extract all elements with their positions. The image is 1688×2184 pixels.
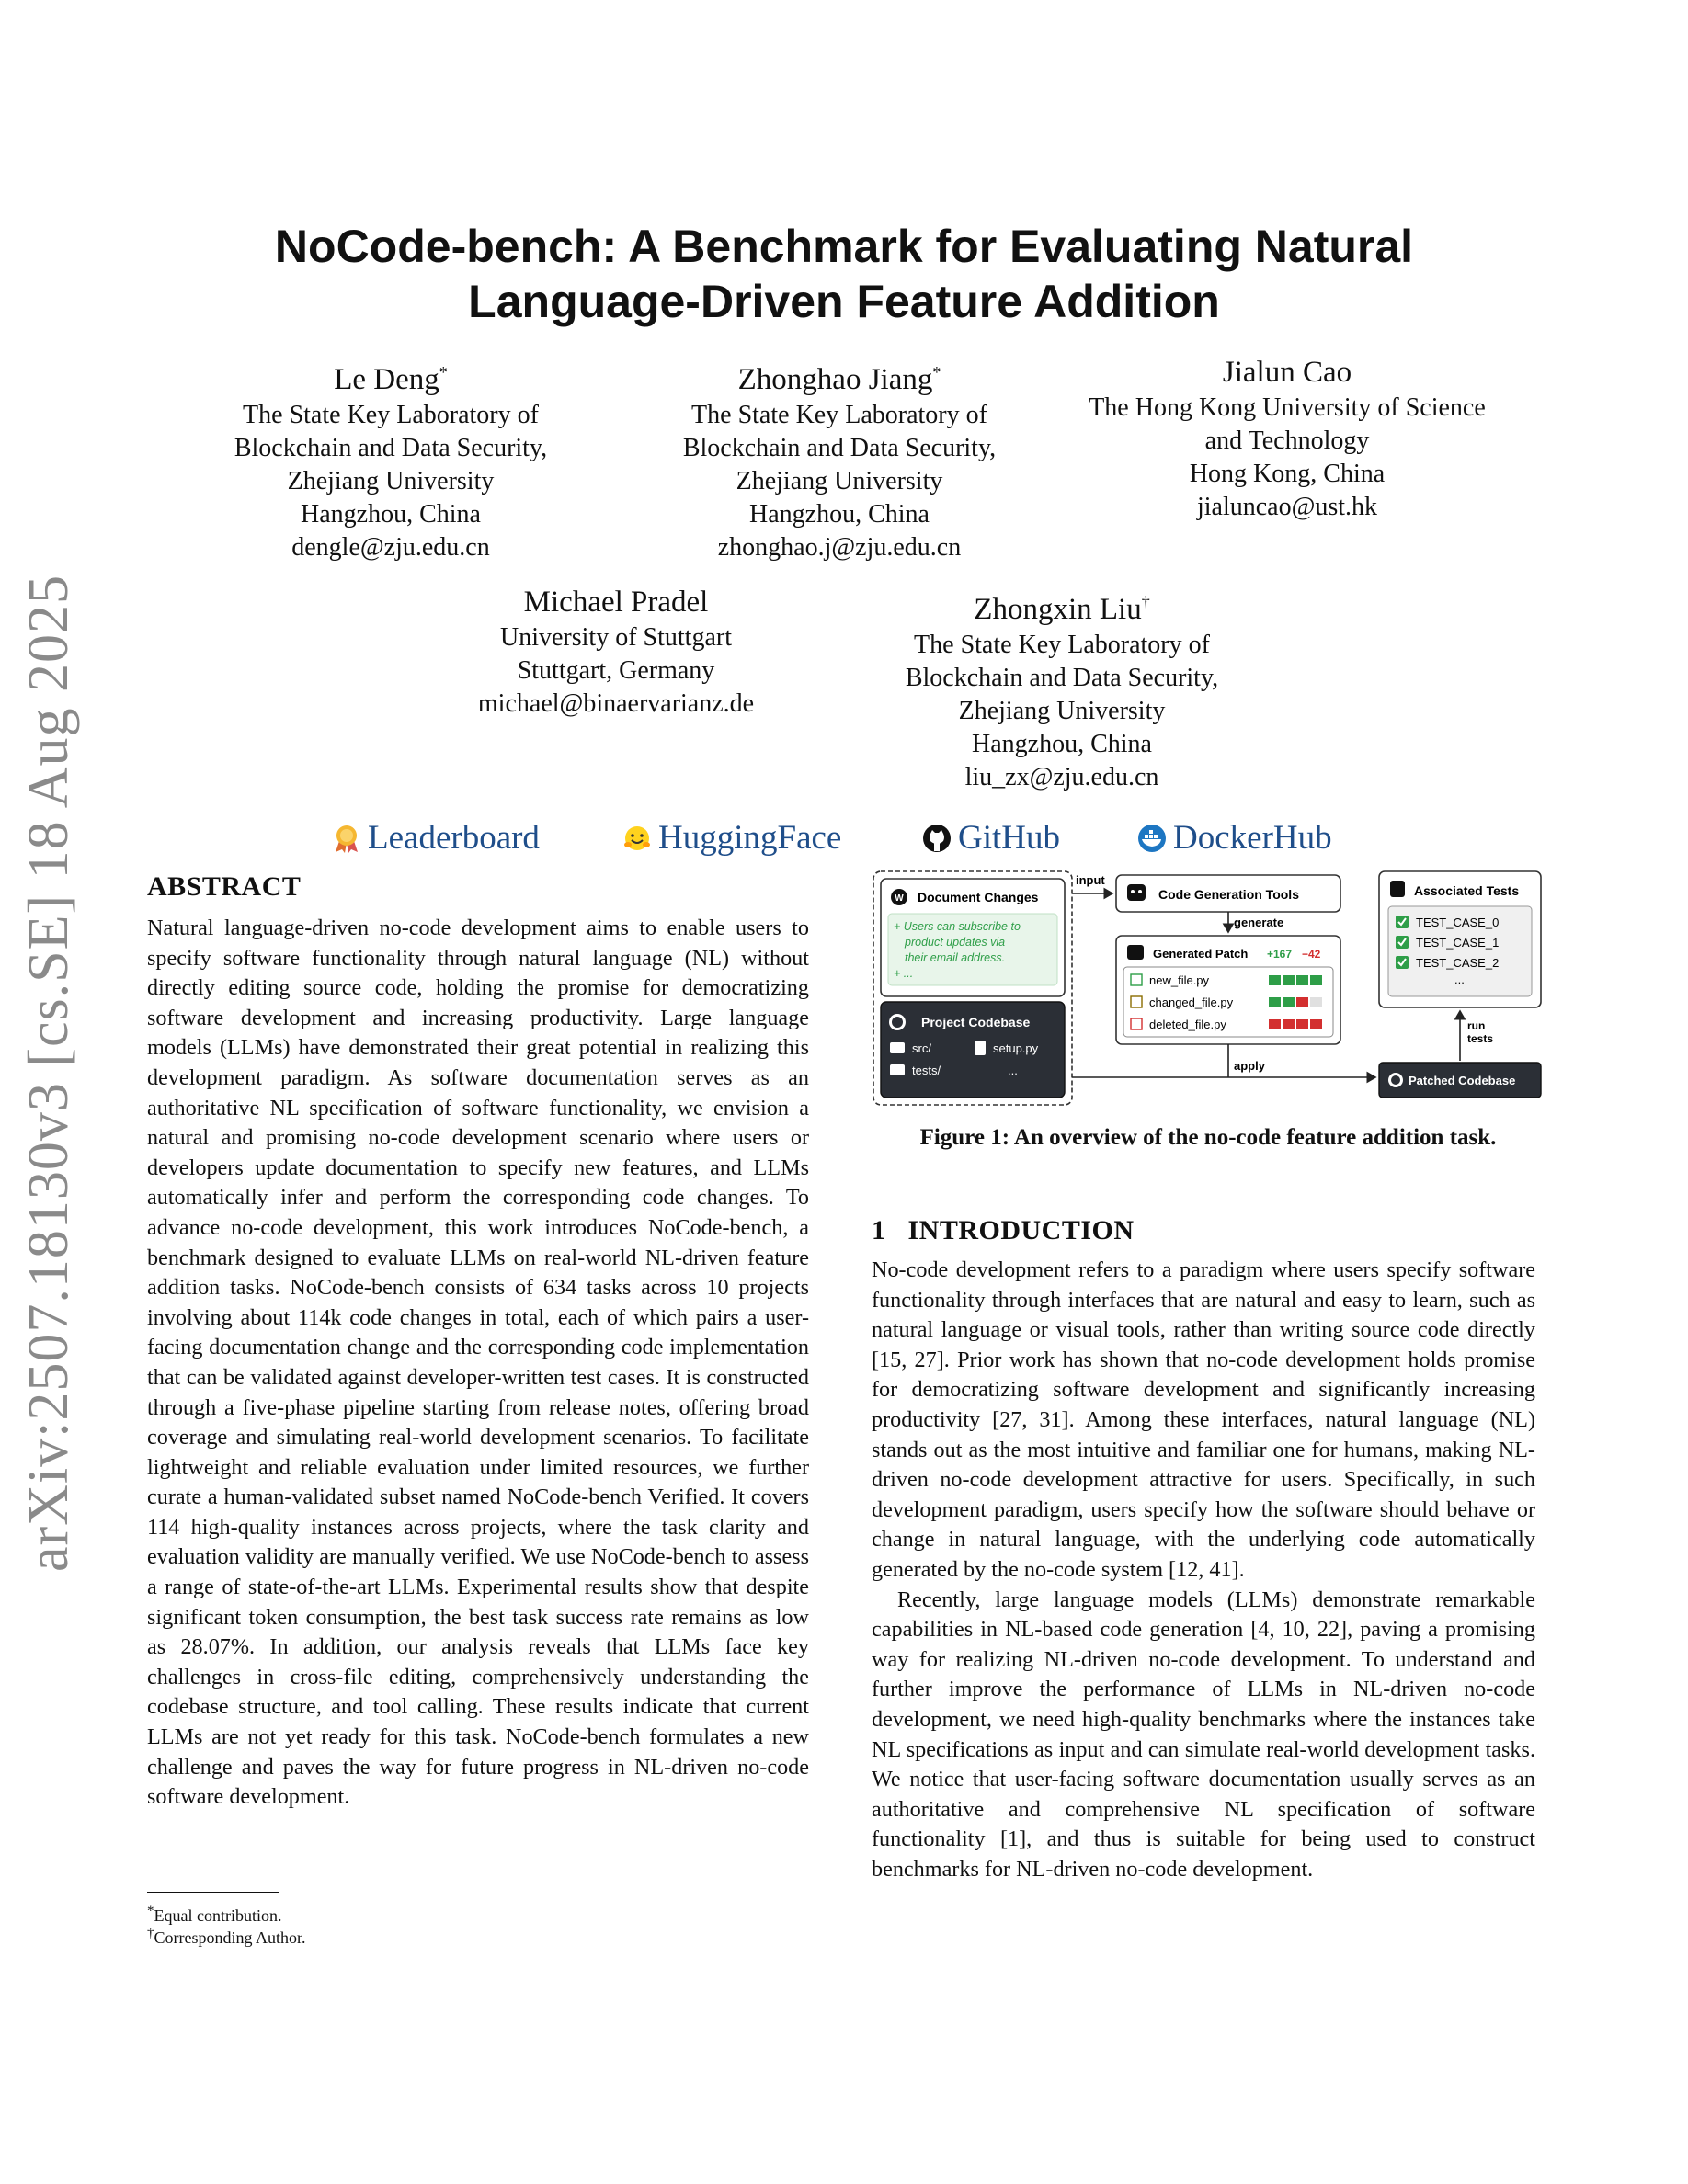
github-icon xyxy=(921,823,952,854)
author-line: The State Key Laboratory of xyxy=(691,401,987,429)
robot-icon xyxy=(1127,884,1146,901)
leaderboard-link[interactable]: Leaderboard xyxy=(331,818,540,858)
author-email: dengle@zju.edu.cn xyxy=(291,533,490,562)
author-block-zhonghao-jiang xyxy=(633,353,1046,564)
author-name: Jialun Cao xyxy=(1222,356,1352,389)
footnote-rule xyxy=(147,1892,279,1893)
abstract-paragraph: Natural language-driven no-code development aims to enable users to specify software functionality through natural language (NL) without directly editing source code, holding the promise for democratizing software development and increasing productivity. Large language models (LLMs) have demonstrated their great potential in realizing this development paradigm. As software documentation serves as an authoritative NL specification of software functionality, we envision a natural and promising no-code development scenario where users or developers update documentation to specify new features, and LLMs automatically infer and perform the corresponding code changes. To advance no-code development, this work introduces NoCode-bench, a benchmark designed to evaluate LLMs on real-world NL-driven feature addition tasks. NoCode-bench consists of 634 tasks across 10 projects involving about 114k code changes in total, each of which pairs a user-facing documentation change and the corresponding code implementation that can be validated against developer-written test cases. It is constructed through a five-phase pipeline starting from release notes, offering broad coverage and simulating real-world development scenarios. To facilitate lightweight and reliable evaluation under limited resources, we further curate a human-validated subset named NoCode-bench Verified. It covers 114 high-quality instances across projects, where the task clarity and evaluation validity are manually verified. We use NoCode-bench to assess a range of state-of-the-art LLMs. Experimental results show that despite significant token consumption, the best task success rate remains as low as 28.07%. In addition, our analysis reveals that LLMs face key challenges in cross-file editing, comprehensively understanding the codebase structure, and tool calling. These results indicate that current LLMs are not yet ready for this task. NoCode-bench formulates a new challenge and paves the way for future progress in NL-driven no-code software development. xyxy=(147,916,809,1810)
generated-patch-box xyxy=(1116,936,1340,1044)
svg-text:+ ...: + ... xyxy=(894,967,914,980)
footnote-corresponding: †Corresponding Author. xyxy=(147,1926,306,1947)
svg-text:apply: apply xyxy=(1234,1059,1265,1073)
author-name: Zhonghao Jiang* xyxy=(737,363,941,396)
section-title: INTRODUCTION xyxy=(907,1215,1135,1246)
svg-text:generate: generate xyxy=(1234,916,1284,929)
footnote-equal-contribution: *Equal contribution. xyxy=(147,1904,282,1925)
folder-icon xyxy=(890,1064,905,1075)
intro-paragraph-2: Recently, large language models (LLMs) demonstrate remarkable capabilities in NL-based code generation [4, 10, 22], paving a promising way for realizing NL-driven no-code development. To understand and further improve the performance of LLMs in NL-driven no-code development, we need high-quality benchmarks where the instances take NL specifications as input and can simulate real-world development tasks. We notice that user-facing software documentation usually serves as an authoritative and comprehensive NL specification of software functionality [1], and thus is suitable for being used to construct benchmarks for NL-driven no-code development. xyxy=(872,1587,1535,1882)
patched-codebase-box xyxy=(1379,1063,1541,1098)
abstract-heading: ABSTRACT xyxy=(147,871,302,902)
figure-caption: Figure 1: An overview of the no-code feature addition task. xyxy=(919,1125,1497,1150)
lock-icon xyxy=(1390,881,1405,897)
author-line: Blockchain and Data Security, xyxy=(234,434,548,462)
author-name: Michael Pradel xyxy=(523,586,709,619)
author-email: zhonghao.j@zju.edu.cn xyxy=(717,533,962,562)
author-line: The Hong Kong University of Science xyxy=(1089,393,1486,422)
project-codebase-box xyxy=(881,1002,1065,1098)
author-line: Hangzhou, China xyxy=(301,500,481,529)
author-line: Zhejiang University xyxy=(287,467,495,495)
svg-text:Document Changes: Document Changes xyxy=(918,890,1039,904)
svg-text:W: W xyxy=(895,893,904,904)
paper-title xyxy=(147,219,1541,329)
svg-text:Project Codebase: Project Codebase xyxy=(921,1015,1031,1029)
svg-text:new_file.py: new_file.py xyxy=(1149,973,1210,987)
author-line: and Technology xyxy=(1204,427,1370,455)
huggingface-link[interactable]: HuggingFace xyxy=(622,818,841,858)
folder-icon xyxy=(890,1042,905,1053)
svg-text:input: input xyxy=(1076,873,1105,887)
author-line: The State Key Laboratory of xyxy=(914,631,1210,659)
code-generation-tools-box xyxy=(1116,875,1340,912)
arxiv-stamp: arXiv:2507.18130v3 [cs.SE] 18 Aug 2025 xyxy=(17,574,80,1572)
author-email: michael@binaervarianz.de xyxy=(477,689,755,718)
author-email: jialuncao@ust.hk xyxy=(1196,493,1378,521)
author-line: Hangzhou, China xyxy=(749,500,930,529)
title-line-1: NoCode-bench: A Benchmark for Evaluating Natural xyxy=(274,221,1414,272)
document-changes-box xyxy=(881,879,1065,996)
title-line-2: Language-Driven Feature Addition xyxy=(468,276,1220,327)
abstract-body xyxy=(147,914,809,1813)
svg-text:TEST_CASE_1: TEST_CASE_1 xyxy=(1416,936,1500,950)
svg-text:run: run xyxy=(1467,1019,1486,1032)
svg-text:setup.py: setup.py xyxy=(993,1041,1039,1055)
author-block-zhongxin-liu xyxy=(855,583,1269,794)
medal-icon xyxy=(331,823,362,854)
author-line: Stuttgart, Germany xyxy=(517,656,715,685)
svg-text:...: ... xyxy=(1454,973,1465,986)
section-number: 1 xyxy=(872,1215,886,1246)
svg-text:+167: +167 xyxy=(1267,948,1293,961)
author-line: Zhejiang University xyxy=(958,697,1166,725)
svg-text:Code Generation Tools: Code Generation Tools xyxy=(1158,887,1299,902)
svg-text:product updates via: product updates via xyxy=(905,936,1006,949)
author-block-jialun-cao xyxy=(1057,353,1517,524)
author-line: Hong Kong, China xyxy=(1189,460,1386,488)
svg-text:tests/: tests/ xyxy=(912,1064,941,1077)
resource-links xyxy=(0,818,1688,860)
hugging-face-icon xyxy=(622,823,653,854)
svg-text:changed_file.py: changed_file.py xyxy=(1149,995,1234,1009)
dockerhub-link[interactable]: DockerHub xyxy=(1136,818,1332,858)
author-line: Zhejiang University xyxy=(736,467,943,495)
svg-text:deleted_file.py: deleted_file.py xyxy=(1149,1018,1226,1031)
author-line: Hangzhou, China xyxy=(972,730,1152,758)
figure-overview-diagram xyxy=(872,868,1545,1109)
author-line: Blockchain and Data Security, xyxy=(682,434,997,462)
svg-text:+ Users can subscribe to: + Users can subscribe to xyxy=(894,920,1021,933)
author-line: Blockchain and Data Security, xyxy=(905,664,1219,692)
svg-text:their email address.: their email address. xyxy=(905,951,1006,964)
docker-icon xyxy=(1136,823,1168,854)
svg-text:src/: src/ xyxy=(912,1041,931,1055)
svg-text:Patched Codebase: Patched Codebase xyxy=(1409,1074,1516,1087)
author-name: Le Deng* xyxy=(334,363,448,396)
diff-icon xyxy=(1127,945,1144,960)
svg-text:TEST_CASE_2: TEST_CASE_2 xyxy=(1416,956,1500,970)
author-block-le-deng xyxy=(184,353,598,564)
author-block-michael-pradel xyxy=(432,583,800,721)
file-icon xyxy=(975,1041,986,1055)
svg-text:Associated Tests: Associated Tests xyxy=(1414,883,1520,898)
github-link[interactable]: GitHub xyxy=(921,818,1060,858)
svg-text:Generated Patch: Generated Patch xyxy=(1153,947,1249,961)
author-line: The State Key Laboratory of xyxy=(243,401,539,429)
author-line: University of Stuttgart xyxy=(500,623,732,652)
svg-text:−42: −42 xyxy=(1302,948,1321,961)
intro-paragraph-1: No-code development refers to a paradigm where users specify software functionality through interfaces that are natural and easy to learn, such as natural language or visual tools, rather than writing source code directly [15, 27]. Prior work has shown that no-code development holds promise for democratizing software development and significantly increasing productivity [27, 31]. Among these interfaces, natural language (NL) stands out as the most intuitive and familiar one for humans, making NL-driven no-code development attractive for users. Specifically, in such development paradigm, users specify how the software should behave or change in natural language, with the underlying code automatically generated by the no-code system [12, 41]. xyxy=(872,1257,1535,1582)
author-name: Zhongxin Liu† xyxy=(974,593,1150,626)
introduction-body xyxy=(872,1256,1535,1884)
associated-tests-box xyxy=(1379,871,1541,1007)
svg-text:...: ... xyxy=(1008,1064,1018,1077)
introduction-heading xyxy=(872,1215,1135,1246)
svg-text:TEST_CASE_0: TEST_CASE_0 xyxy=(1416,916,1500,929)
svg-text:tests: tests xyxy=(1467,1032,1494,1045)
author-email: liu_zx@zju.edu.cn xyxy=(964,763,1159,791)
